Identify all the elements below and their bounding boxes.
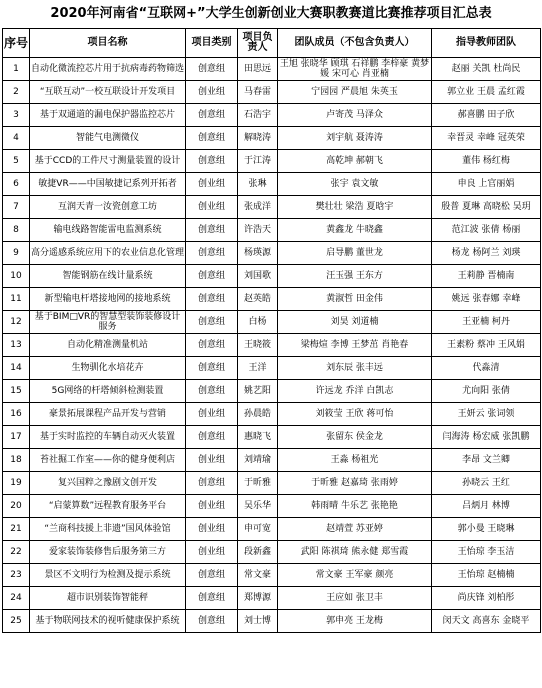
table-row xyxy=(3,219,541,242)
cell-leader: 田思远 xyxy=(238,58,278,81)
cell-advisors: 郝喜鹏 田子欣 xyxy=(432,104,541,127)
cell-index: 18 xyxy=(3,449,30,472)
cell-leader: 郑博源 xyxy=(238,587,278,610)
cell-category: 创意组 xyxy=(186,219,238,242)
cell-index: 9 xyxy=(3,242,30,265)
cell-team: 赵靖萱 苏亚婷 xyxy=(278,518,432,541)
table-row xyxy=(3,288,541,311)
cell-index: 3 xyxy=(3,104,30,127)
cell-leader: 张琳 xyxy=(238,173,278,196)
cell-team: 刘昊 刘道楠 xyxy=(278,311,432,334)
cell-category: 创业组 xyxy=(186,81,238,104)
cell-team: 高乾坤 郝朝飞 xyxy=(278,150,432,173)
table-row xyxy=(3,426,541,449)
cell-advisors: 范江波 张倩 杨丽 xyxy=(432,219,541,242)
cell-index: 20 xyxy=(3,495,30,518)
cell-leader: 孙晨皓 xyxy=(238,403,278,426)
cell-leader: 于江涛 xyxy=(238,150,278,173)
cell-advisors: 申良 上官丽娟 xyxy=(432,173,541,196)
cell-team: 王旭 张晓华 顾琪 石祥鹏 李梓豪 黄梦媛 宋可心 肖亚楠 xyxy=(278,58,432,81)
cell-advisors: 尤向阳 张倩 xyxy=(432,380,541,403)
col-header-index: 序号 xyxy=(3,29,30,58)
cell-team: 常文豪 王军豪 颜亮 xyxy=(278,564,432,587)
table-row xyxy=(3,173,541,196)
table-row xyxy=(3,357,541,380)
cell-project-name: 基于CCD的工件尺寸测量装置的设计 xyxy=(30,150,186,173)
cell-index: 17 xyxy=(3,426,30,449)
cell-category: 创业组 xyxy=(186,541,238,564)
cell-index: 22 xyxy=(3,541,30,564)
cell-project-name: 智能钢筋在线计量系统 xyxy=(30,265,186,288)
cell-category: 创意组 xyxy=(186,311,238,334)
table-row xyxy=(3,265,541,288)
cell-category: 创意组 xyxy=(186,288,238,311)
cell-index: 16 xyxy=(3,403,30,426)
cell-project-name: 输电线路智能雷电监测系统 xyxy=(30,219,186,242)
table-body xyxy=(3,58,541,633)
cell-project-name: 智能气电测微仪 xyxy=(30,127,186,150)
cell-index: 1 xyxy=(3,58,30,81)
cell-team: 启导鹏 董世龙 xyxy=(278,242,432,265)
cell-advisors: 代淼清 xyxy=(432,357,541,380)
cell-category: 创意组 xyxy=(186,58,238,81)
table-row xyxy=(3,334,541,357)
cell-advisors: 吕炳月 林博 xyxy=(432,495,541,518)
cell-team: 汪玉强 王东方 xyxy=(278,265,432,288)
cell-team: 于昕雅 赵嘉琦 张雨婷 xyxy=(278,472,432,495)
cell-project-name: 互润天青一汝瓷创意工坊 xyxy=(30,196,186,219)
cell-advisors: 赵丽 关凯 杜尚民 xyxy=(432,58,541,81)
col-header-leader: 项目负责人 xyxy=(238,29,278,58)
table-row xyxy=(3,242,541,265)
cell-project-name: 自动化精准测量机站 xyxy=(30,334,186,357)
cell-advisors: 闵天文 高喜东 金晓平 xyxy=(432,610,541,633)
table-row xyxy=(3,380,541,403)
cell-category: 创意组 xyxy=(186,380,238,403)
cell-category: 创意组 xyxy=(186,127,238,150)
cell-category: 创意组 xyxy=(186,265,238,288)
cell-category: 创意组 xyxy=(186,472,238,495)
cell-leader: 白杨 xyxy=(238,311,278,334)
col-header-category: 项目类别 xyxy=(186,29,238,58)
table-row xyxy=(3,150,541,173)
cell-leader: 解晓涛 xyxy=(238,127,278,150)
table-row xyxy=(3,472,541,495)
cell-team: 刘筱莹 王欣 蒋可怡 xyxy=(278,403,432,426)
cell-leader: 王晓筱 xyxy=(238,334,278,357)
cell-category: 创业组 xyxy=(186,495,238,518)
cell-index: 8 xyxy=(3,219,30,242)
cell-category: 创意组 xyxy=(186,610,238,633)
cell-project-name: “互联互动”一校互联设计开发项目 xyxy=(30,81,186,104)
cell-team: 张宇 袁文敏 xyxy=(278,173,432,196)
cell-category: 创业组 xyxy=(186,173,238,196)
cell-project-name: 自动化微流控芯片用于抗病毒药物筛选 xyxy=(30,58,186,81)
cell-project-name: 基于物联网技术的视听健康保护系统 xyxy=(30,610,186,633)
cell-project-name: 基于实时监控的车辆自动灭火装置 xyxy=(30,426,186,449)
cell-index: 5 xyxy=(3,150,30,173)
cell-advisors: 王怡琼 李玉洁 xyxy=(432,541,541,564)
cell-team: 黄淑哲 田金伟 xyxy=(278,288,432,311)
cell-team: 樊壮壮 梁浩 夏晗宇 xyxy=(278,196,432,219)
table-row xyxy=(3,564,541,587)
cell-project-name: 新型输电杆塔接地网的接地系统 xyxy=(30,288,186,311)
cell-leader: 王洋 xyxy=(238,357,278,380)
cell-leader: 刘国歌 xyxy=(238,265,278,288)
cell-leader: 常文豪 xyxy=(238,564,278,587)
table-row xyxy=(3,311,541,334)
table-row xyxy=(3,587,541,610)
cell-project-name: 爱家装饰装修售后服务第三方 xyxy=(30,541,186,564)
cell-index: 7 xyxy=(3,196,30,219)
cell-leader: 惠晓飞 xyxy=(238,426,278,449)
cell-project-name: 基于双通道的漏电保护器监控芯片 xyxy=(30,104,186,127)
table-title: 2020年河南省“互联网+”大学生创新创业大赛职教赛道比赛推荐项目汇总表 xyxy=(50,6,492,21)
cell-leader: 马春雷 xyxy=(238,81,278,104)
cell-index: 21 xyxy=(3,518,30,541)
cell-team: 刘东辰 张丰远 xyxy=(278,357,432,380)
cell-category: 创意组 xyxy=(186,334,238,357)
col-header-advisors: 指导教师团队 xyxy=(432,29,541,58)
cell-category: 创业组 xyxy=(186,196,238,219)
table-row xyxy=(3,449,541,472)
cell-leader: 石浩宇 xyxy=(238,104,278,127)
table-row xyxy=(3,610,541,633)
table-row xyxy=(3,127,541,150)
cell-index: 2 xyxy=(3,81,30,104)
cell-advisors: 尚庆锋 刘柏彤 xyxy=(432,587,541,610)
cell-index: 13 xyxy=(3,334,30,357)
cell-category: 创意组 xyxy=(186,357,238,380)
cell-advisors: 董伟 杨红梅 xyxy=(432,150,541,173)
cell-project-name: 复兴国粹之豫剧文创开发 xyxy=(30,472,186,495)
cell-category: 创业组 xyxy=(186,449,238,472)
cell-team: 宁园园 严晨旭 朱英玉 xyxy=(278,81,432,104)
cell-project-name: 超市识别装饰智能秤 xyxy=(30,587,186,610)
cell-index: 6 xyxy=(3,173,30,196)
col-header-team: 团队成员（不包含负责人） xyxy=(278,29,432,58)
cell-index: 25 xyxy=(3,610,30,633)
cell-leader: 杨瑛源 xyxy=(238,242,278,265)
cell-advisors: 杨龙 杨阿兰 刘瑛 xyxy=(432,242,541,265)
cell-project-name: 基于BIM□VR的智慧型装饰装修设计服务 xyxy=(30,311,186,334)
header-row xyxy=(3,29,541,58)
cell-leader: 申可宽 xyxy=(238,518,278,541)
cell-leader: 刘士博 xyxy=(238,610,278,633)
cell-advisors: 郭小曼 王晓琳 xyxy=(432,518,541,541)
cell-category: 创意组 xyxy=(186,426,238,449)
cell-leader: 吴乐华 xyxy=(238,495,278,518)
cell-index: 4 xyxy=(3,127,30,150)
cell-advisors: 孙晓云 王红 xyxy=(432,472,541,495)
cell-index: 15 xyxy=(3,380,30,403)
cell-team: 卢寄茂 马泽众 xyxy=(278,104,432,127)
cell-advisors: 殷普 夏琳 高晓松 吴玥 xyxy=(432,196,541,219)
cell-project-name: 高分遥感系统应用下的农业信息化管理 xyxy=(30,242,186,265)
table-row xyxy=(3,104,541,127)
cell-team: 刘宇航 聂涛涛 xyxy=(278,127,432,150)
cell-project-name: 5G网络的杆塔倾斜检测装置 xyxy=(30,380,186,403)
cell-project-name: 苔社掘工作室——你的健身便利店 xyxy=(30,449,186,472)
cell-category: 创意组 xyxy=(186,564,238,587)
cell-team: 武阳 陈祺琦 熊永健 郑雪霞 xyxy=(278,541,432,564)
cell-leader: 于昕雅 xyxy=(238,472,278,495)
cell-leader: 姚艺阳 xyxy=(238,380,278,403)
cell-index: 10 xyxy=(3,265,30,288)
cell-advisors: 王亚楠 柯丹 xyxy=(432,311,541,334)
cell-team: 王淼 杨祖光 xyxy=(278,449,432,472)
project-table xyxy=(2,28,541,633)
cell-advisors: 姚远 张春娜 幸峰 xyxy=(432,288,541,311)
col-header-project-name: 项目名称 xyxy=(30,29,186,58)
cell-advisors: 闫海涛 杨宏威 张凯鹏 xyxy=(432,426,541,449)
cell-leader: 许浩天 xyxy=(238,219,278,242)
cell-team: 梁梅煊 李博 王梦茁 肖艳春 xyxy=(278,334,432,357)
table-row xyxy=(3,58,541,81)
cell-team: 黄鑫龙 牛晓鑫 xyxy=(278,219,432,242)
cell-advisors: 幸晋灵 幸峰 冠英荣 xyxy=(432,127,541,150)
cell-team: 韩雨晴 牛乐艺 张艳艳 xyxy=(278,495,432,518)
cell-category: 创意组 xyxy=(186,150,238,173)
cell-team: 张留东 侯金龙 xyxy=(278,426,432,449)
table-row xyxy=(3,196,541,219)
table-row xyxy=(3,518,541,541)
cell-project-name: “启蒙算数”远程教育服务平台 xyxy=(30,495,186,518)
cell-advisors: 王怡琼 赵楠楠 xyxy=(432,564,541,587)
cell-advisors: 李昂 文兰卿 xyxy=(432,449,541,472)
cell-index: 19 xyxy=(3,472,30,495)
cell-category: 创意组 xyxy=(186,587,238,610)
cell-leader: 张成洋 xyxy=(238,196,278,219)
cell-index: 12 xyxy=(3,311,30,334)
cell-advisors: 王妍云 张词领 xyxy=(432,403,541,426)
cell-team: 王应如 张卫丰 xyxy=(278,587,432,610)
table-row xyxy=(3,541,541,564)
cell-category: 创意组 xyxy=(186,104,238,127)
cell-advisors: 王素粉 蔡冲 王风娟 xyxy=(432,334,541,357)
table-row xyxy=(3,81,541,104)
cell-category: 创业组 xyxy=(186,518,238,541)
cell-leader: 段新鑫 xyxy=(238,541,278,564)
cell-project-name: 豪景拓展课程产品开发与营销 xyxy=(30,403,186,426)
table-row xyxy=(3,403,541,426)
cell-category: 创意组 xyxy=(186,242,238,265)
cell-project-name: “兰商科技援上非遗”国风体验馆 xyxy=(30,518,186,541)
cell-leader: 刘靖瑜 xyxy=(238,449,278,472)
cell-team: 郭申亮 王龙梅 xyxy=(278,610,432,633)
cell-advisors: 郭立业 王晨 孟红霞 xyxy=(432,81,541,104)
cell-category: 创业组 xyxy=(186,403,238,426)
cell-project-name: 生物驯化水培花卉 xyxy=(30,357,186,380)
cell-index: 14 xyxy=(3,357,30,380)
table-row xyxy=(3,495,541,518)
cell-project-name: 景区不文明行为检测及提示系统 xyxy=(30,564,186,587)
cell-team: 许远龙 乔洋 白凯志 xyxy=(278,380,432,403)
cell-leader: 赵英皓 xyxy=(238,288,278,311)
cell-index: 24 xyxy=(3,587,30,610)
cell-project-name: 敏捷VR——中国敏捷记系列开拓者 xyxy=(30,173,186,196)
cell-index: 23 xyxy=(3,564,30,587)
cell-advisors: 王莉静 晋楠南 xyxy=(432,265,541,288)
cell-index: 11 xyxy=(3,288,30,311)
